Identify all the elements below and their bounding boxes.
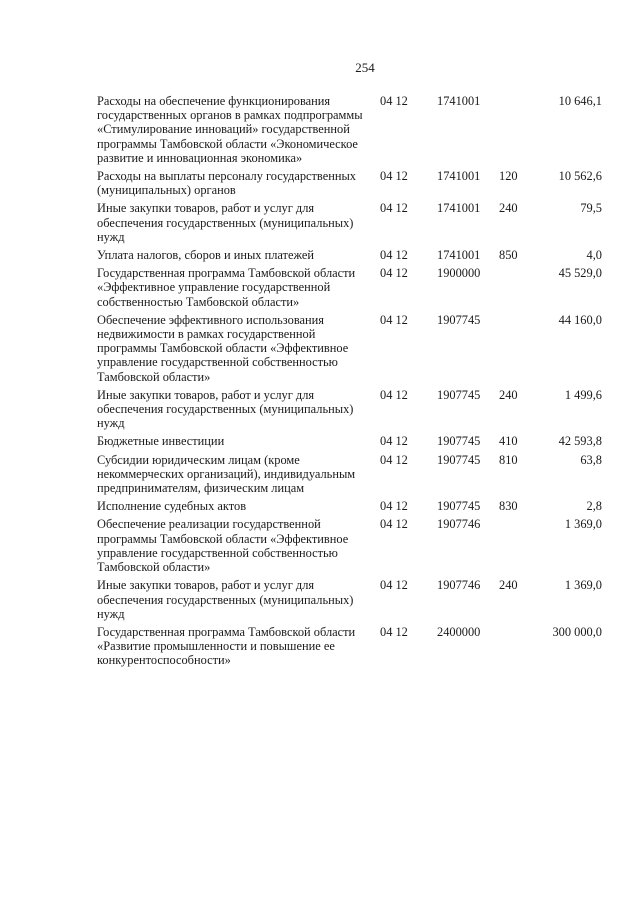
table-row: [97, 388, 602, 435]
row-type: [499, 266, 539, 313]
table-row: [97, 517, 602, 578]
row-type: 120: [499, 169, 518, 184]
table-row: [97, 169, 602, 201]
row-amount: 63,8: [580, 452, 602, 467]
row-type: [499, 517, 539, 578]
row-section: 04 12: [380, 94, 408, 108]
row-target: 1741001: [437, 169, 481, 184]
row-type: 850: [499, 248, 518, 263]
table-row: [97, 266, 602, 313]
row-target: 1900000: [437, 266, 481, 281]
row-name: Обеспечение реализации государственной программы Тамбовской области «Эффективное управление государственной собственностью Тамбовской области»: [97, 517, 349, 575]
row-name: Уплата налогов, сборов и иных платежей: [97, 248, 315, 263]
table-row: [97, 499, 602, 517]
row-target: 1741001: [437, 248, 481, 263]
page-number: 254: [355, 60, 375, 75]
table-row: [97, 578, 602, 625]
row-name: Государственная программа Тамбовской области «Эффективное управление государственной собственностью Тамбовской области»: [97, 266, 356, 309]
row-name: Иные закупки товаров, работ и услуг для обеспечения государственных (муниципальных) нужд: [97, 578, 354, 621]
row-type: [499, 625, 539, 672]
row-type: 410: [499, 434, 518, 449]
row-amount: 45 529,0: [558, 266, 602, 281]
row-section: 04 12: [380, 452, 408, 467]
row-target: 1907745: [437, 452, 481, 467]
table-row: [97, 313, 602, 388]
row-amount: 1 369,0: [564, 517, 602, 532]
row-amount: 1 499,6: [564, 387, 602, 402]
row-section: 04 12: [380, 169, 408, 184]
row-type: 240: [499, 201, 518, 216]
row-amount: 300 000,0: [552, 624, 602, 639]
row-section: 04 12: [380, 578, 408, 593]
row-name: Обеспечение эффективного использования недвижимости в рамках государственной программы Тамбовской области «Эффективное управление государственной собственностью Тамбовской области»: [97, 312, 349, 384]
row-target: 1907745: [437, 387, 481, 402]
row-amount: 44 160,0: [558, 312, 602, 327]
table-row: [97, 453, 602, 500]
row-name: Субсидии юридическим лицам (кроме некоммерческих организаций), индивидуальным предпринимателям, физическим лицам: [97, 452, 356, 496]
row-section: 04 12: [380, 387, 408, 402]
row-name: Иные закупки товаров, работ и услуг для обеспечения государственных (муниципальных) нужд: [97, 387, 354, 431]
row-amount: 1 369,0: [564, 578, 602, 593]
row-amount: 10 646,1: [558, 94, 602, 108]
row-type: 240: [499, 578, 518, 593]
row-name: Государственная программа Тамбовской области «Развитие промышленности и повышение ее конкурентоспособности»: [97, 624, 356, 668]
row-amount: 79,5: [580, 201, 602, 216]
row-name: Расходы на выплаты персоналу государственных (муниципальных) органов: [97, 169, 356, 198]
row-target: 1907746: [437, 578, 481, 593]
row-name: Бюджетные инвестиции: [97, 434, 225, 449]
row-target: 1907745: [437, 434, 481, 449]
row-amount: 4,0: [586, 248, 602, 263]
table-row: [97, 625, 602, 672]
row-type: 810: [499, 452, 518, 467]
row-target: 1907745: [437, 312, 481, 327]
row-type: 240: [499, 387, 518, 402]
row-name: Расходы на обеспечение функционирования государственных органов в рамках подпрограммы «Стимулирование инноваций» государственной программы Тамбовской области «Экономическое развитие и инновационная экономика»: [97, 94, 363, 165]
row-name: Исполнение судебных актов: [97, 499, 247, 514]
row-section: 04 12: [380, 248, 408, 263]
row-section: 04 12: [380, 312, 408, 327]
row-section: 04 12: [380, 266, 408, 281]
table-row: [97, 94, 602, 169]
budget-rows: [97, 94, 602, 672]
row-type: [499, 94, 539, 169]
row-target: 1907746: [437, 517, 481, 532]
row-section: 04 12: [380, 434, 408, 449]
row-section: 04 12: [380, 499, 408, 514]
row-amount: 2,8: [586, 499, 602, 514]
budget-table: [97, 94, 602, 672]
table-row: [97, 201, 602, 248]
row-target: 1741001: [437, 201, 481, 216]
row-name: Иные закупки товаров, работ и услуг для обеспечения государственных (муниципальных) нужд: [97, 201, 354, 244]
row-section: 04 12: [380, 517, 408, 532]
row-section: 04 12: [380, 624, 408, 639]
row-target: 1741001: [437, 94, 481, 108]
row-section: 04 12: [380, 201, 408, 216]
row-target: 2400000: [437, 624, 481, 639]
row-type: 830: [499, 499, 518, 514]
row-amount: 42 593,8: [558, 434, 602, 449]
row-amount: 10 562,6: [558, 169, 602, 184]
row-target: 1907745: [437, 499, 481, 514]
table-row: [97, 434, 602, 452]
table-row: [97, 248, 602, 266]
row-type: [499, 313, 539, 388]
